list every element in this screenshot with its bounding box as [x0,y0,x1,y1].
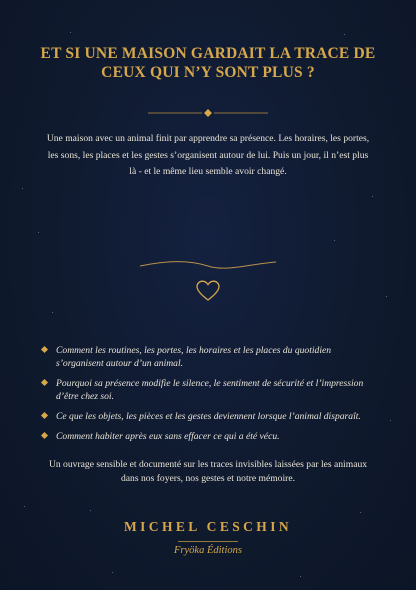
star-dot [22,188,23,189]
list-item [40,344,380,370]
list-item [40,430,380,443]
list-item-text: Ce que les objets, les pièces et les gestes deviennent lorsque l’animal disparaît. [56,411,361,422]
page-title [20,44,396,82]
summary-paragraph: Un ouvrage sensible et documenté sur les traces invisibles laissées par les animaux dans nos foyers, nos gestes et notre mémoire. [48,459,368,484]
star-dot [52,312,53,313]
title-line-1: ET SI UNE MAISON GARDAIT LA TRACE DE [40,45,376,62]
intro-paragraph: Une maison avec un animal finit par apprendre sa présence. Les horaires, les portes, les sons, les places et les gestes s’organisent autour de lui. Puis un jour, il n’est plus là - et le même lieu semble avoir changé. [46,133,370,177]
list-item-text: Pourquoi sa présence modifie le silence, le sentiment de sécurité et l’impression d’être chez soi. [56,378,364,402]
star-dot [372,196,373,197]
star-dot [112,572,113,573]
star-dot [344,34,345,35]
diamond-bullet-icon [41,346,48,353]
list-item [40,377,380,403]
author-name: MICHEL CESCHIN [124,519,292,534]
list-item-text: Comment habiter après eux sans effacer ce qui a été vécu. [56,431,280,442]
star-dot [70,32,71,33]
star-dot [300,576,301,577]
diamond-bullet-icon [41,432,48,439]
star-dot [38,232,39,233]
star-dot [334,240,335,241]
star-dot [390,420,391,421]
diamond-bullet-icon [41,412,48,419]
list-item-text: Comment les routines, les portes, les horaires et les places du quotidien s’organisent autour d’un animal. [56,345,332,369]
key-points-list [40,344,380,450]
publisher-name: Fryöka Éditions [174,545,242,556]
diamond-bullet-icon [41,379,48,386]
star-dot [90,510,91,511]
star-dot [360,512,361,513]
list-item [40,410,380,423]
author-divider [178,541,238,542]
gold-swoosh-icon [138,254,278,274]
diamond-divider-icon [148,108,268,118]
star-dot [386,296,387,297]
heart-outline-icon [196,280,220,302]
star-dot [24,506,25,507]
title-line-2: CEUX QUI N’Y SONT PLUS ? [101,64,315,81]
